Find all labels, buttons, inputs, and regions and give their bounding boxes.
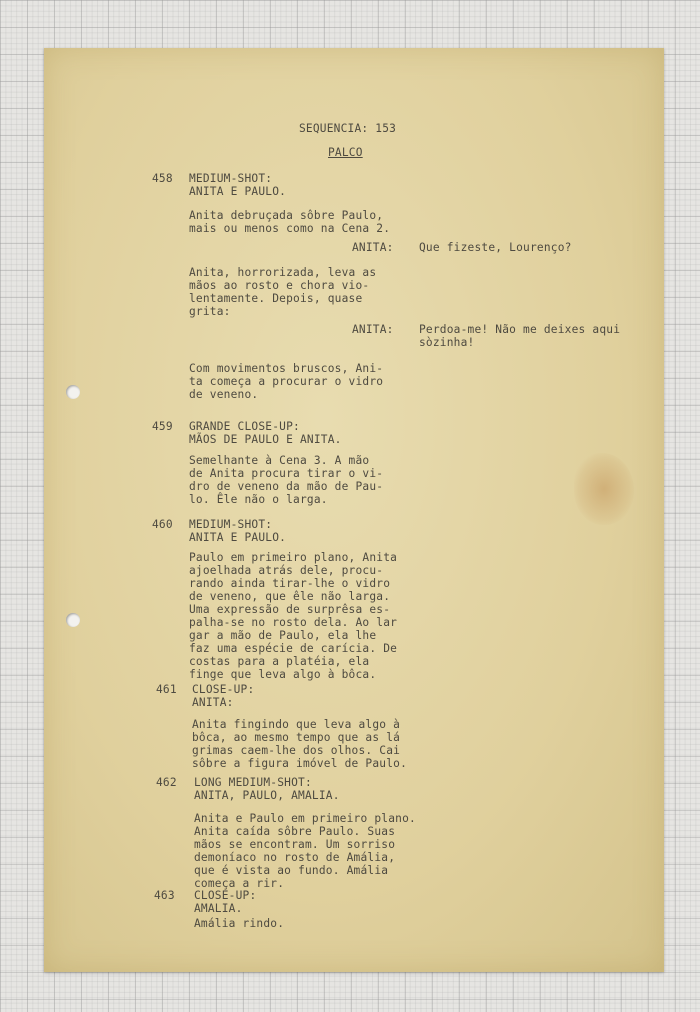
scene-number: 459 <box>152 420 173 433</box>
action-text: Amália rindo. <box>194 917 285 930</box>
action-text: Anita, horrorizada, leva as mãos ao rosto e chora vio- lentamente. Depois, quase grita: <box>189 266 377 318</box>
dialogue-line: Que fizeste, Lourenço? <box>419 241 572 254</box>
shot-type: MEDIUM-SHOT: <box>189 172 273 185</box>
shot-type: CLOSE-UP: <box>194 889 257 902</box>
scene-number: 460 <box>152 518 173 531</box>
shot-type: GRANDE CLOSE-UP: <box>189 420 300 433</box>
shot-type: CLOSE-UP: <box>192 683 255 696</box>
shot-subject: MÃOS DE PAULO E ANITA. <box>189 433 342 446</box>
action-text: Anita fingindo que leva algo à bôca, ao mesmo tempo que as lá grimas caem-lhe dos olhos. Cai sôbre a figura imóvel de Paulo. <box>192 718 407 770</box>
action-text: Semelhante à Cena 3. A mão de Anita procura tirar o vi- dro de veneno da mão de Pau- lo. Êle não o larga. <box>189 454 384 506</box>
scene-number: 458 <box>152 172 173 185</box>
punch-hole-upper <box>66 385 80 399</box>
punch-hole-lower <box>66 613 80 627</box>
action-text: Anita debruçada sôbre Paulo, mais ou menos como na Cena 2. <box>189 209 391 235</box>
dialogue-line: Perdoa-me! Não me deixes aqui sòzinha! <box>419 323 621 349</box>
scene-number: 462 <box>156 776 177 789</box>
sequence-heading: SEQUENCIA: 153 <box>299 122 397 135</box>
shot-subject: AMALIA. <box>194 902 243 915</box>
action-text: Paulo em primeiro plano, Anita ajoelhada atrás dele, procu- rando ainda tirar-lhe o vidro de veneno, que êle não larga. Uma expressão de surprêsa es- palha-se no rosto dela. Ao lar gar a mão de Paulo, ela lhe faz uma espécie de carícia. De costas para a platéia, ela finge que leva algo à bôca. <box>189 551 398 681</box>
shot-subject: ANITA E PAULO. <box>189 185 287 198</box>
shot-type: LONG MEDIUM-SHOT: <box>194 776 312 789</box>
paper-stain <box>574 453 634 525</box>
action-text: Anita e Paulo em primeiro plano. Anita caída sôbre Paulo. Suas mãos se encontram. Um sorriso demoníaco no rosto de Amália, que é vista ao fundo. Amália começa a rir. <box>194 812 416 890</box>
character-cue: ANITA: <box>352 323 394 336</box>
shot-type: MEDIUM-SHOT: <box>189 518 273 531</box>
action-text: Com movimentos bruscos, Ani- ta começa a procurar o vidro de veneno. <box>189 362 384 401</box>
location-heading: PALCO <box>328 146 363 159</box>
shot-subject: ANITA E PAULO. <box>189 531 287 544</box>
shot-subject: ANITA, PAULO, AMALIA. <box>194 789 340 802</box>
scene-number: 463 <box>154 889 175 902</box>
scene-number: 461 <box>156 683 177 696</box>
script-page <box>44 48 664 972</box>
shot-subject: ANITA: <box>192 696 234 709</box>
character-cue: ANITA: <box>352 241 394 254</box>
